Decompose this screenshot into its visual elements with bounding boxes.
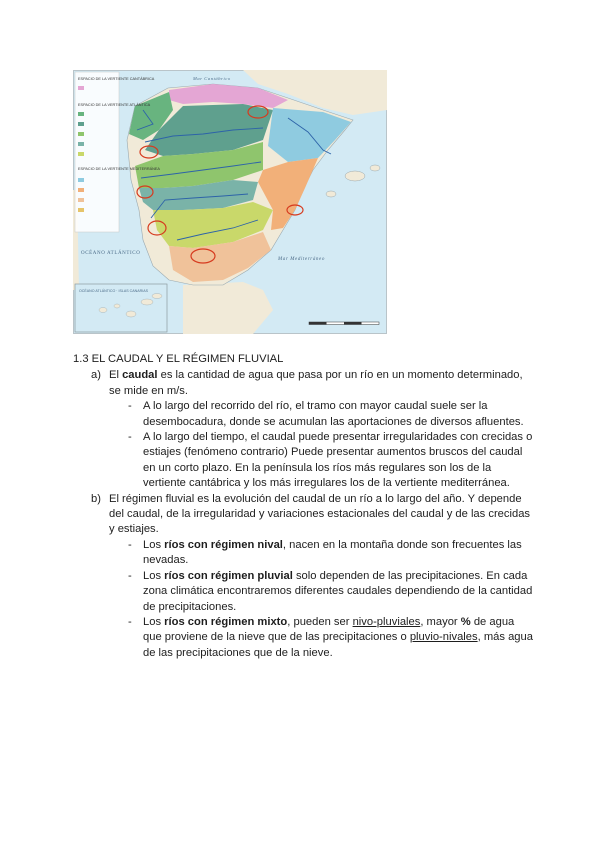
island-mallorca — [345, 171, 365, 181]
list-item-text: A lo largo del tiempo, el caudal puede presentar irregularidades con crecidas o estiajes (fenómeno contrario) Puede presentar aumentos bruscos del caudal en un corto plazo. En la península los ríos más regulares son los de la vertiente cantábrica y los más irregulares los de la vertiente mediterránea. — [143, 431, 533, 490]
island-menorca — [370, 165, 380, 171]
underlined-term: nivo-pluviales — [352, 615, 421, 628]
list-item — [109, 430, 533, 492]
legend-swatch — [78, 122, 84, 126]
island — [141, 299, 153, 305]
legend-swatch — [78, 152, 84, 156]
dash: - — [128, 569, 132, 582]
bold-term: ríos con régimen pluvial — [164, 569, 293, 582]
text-span: Los — [143, 538, 165, 551]
legend-header-3: ESPACIO DE LA VERTIENTE MEDITERRÁNEA — [78, 167, 160, 171]
section-heading: 1.3 EL CAUDAL Y EL RÉGIMEN FLUVIAL — [73, 353, 284, 365]
legend-swatch — [78, 178, 84, 182]
island — [152, 294, 162, 299]
item-b-list — [109, 538, 533, 661]
legend-swatch — [78, 132, 84, 136]
text-span: solo dependen de las precipitaciones. En cada zona climática encontraremos diferentes caudales dependiendo de la cantidad de precipitaciones. — [143, 569, 533, 613]
underlined-term: pluvio-nivales — [409, 631, 478, 644]
scale-bar — [309, 322, 379, 325]
island-ibiza — [326, 191, 336, 197]
legend-swatch — [78, 112, 84, 116]
label-sea-north: Mar Cantábrico — [193, 76, 231, 81]
item-a-after: es la cantidad de agua que pasa por un río en un momento determinado, se mide en m/s. — [109, 369, 523, 397]
text-span: Los — [143, 615, 165, 628]
document-text — [73, 352, 533, 661]
text-span: , nacen en la montaña donde son frecuentes las nevadas. — [143, 538, 522, 567]
island — [126, 311, 136, 317]
dash: - — [128, 538, 132, 551]
dash: - — [128, 431, 132, 444]
bold-term: ríos con régimen nival — [164, 538, 283, 551]
legend-swatch — [78, 208, 84, 212]
text-span: , mayor — [420, 615, 461, 628]
legend-swatch — [78, 188, 84, 192]
label-ocean-west: OCÉANO ATLÁNTICO — [81, 251, 141, 256]
legend-swatch — [78, 86, 84, 90]
island — [99, 308, 107, 313]
list-item — [109, 399, 533, 430]
legend-header-1: ESPACIO DE LA VERTIENTE CANTÁBRICA — [78, 77, 155, 81]
item-a-before: El — [109, 369, 123, 382]
item-a-bold: caudal — [122, 369, 158, 382]
item-b — [73, 492, 533, 661]
bold-term: ríos con régimen mixto — [164, 615, 288, 628]
legend-swatch — [78, 198, 84, 202]
item-a — [73, 368, 533, 491]
dash: - — [128, 615, 132, 628]
legend-swatch — [78, 142, 84, 146]
list-item-nival — [109, 538, 533, 569]
island — [114, 304, 120, 308]
bold-percent: % — [460, 615, 471, 628]
list-item-mixto — [109, 615, 533, 661]
item-a-list — [109, 399, 533, 491]
text-span: de agua que proviene de la nieve que de las precipitaciones o — [143, 615, 515, 644]
scale-bar-segment — [344, 322, 362, 325]
list-item-text: A lo largo del recorrido del río, el tramo con mayor caudal suele ser la desembocadura, donde se acumulan las aportaciones de diversos afluentes. — [143, 400, 524, 428]
text-span: , pueden ser — [287, 615, 353, 628]
map-svg — [73, 70, 387, 334]
river-basins-map — [73, 70, 387, 334]
text-span: , más agua de las precipitaciones que de la nieve. — [143, 631, 533, 659]
text-span: Los — [143, 569, 165, 582]
item-b-marker: b) — [91, 492, 101, 505]
scale-bar-segment — [309, 322, 327, 325]
item-a-marker: a) — [91, 369, 101, 382]
dash: - — [128, 400, 132, 413]
label-sea-east: Mar Mediterráneo — [278, 257, 325, 262]
list-item-pluvial — [109, 569, 533, 615]
legend-header-2: ESPACIO DE LA VERTIENTE ATLÁNTICA — [78, 103, 151, 107]
item-b-body: El régimen fluvial es la evolución del caudal de un río a lo largo del año. Y depende del caudal, de la irregularidad y variaciones estacionales del caudal y de las crecidas y estiajes. — [109, 492, 531, 536]
inset-label: OCÉANO ATLÁNTICO · ISLAS CANARIAS — [79, 289, 149, 293]
